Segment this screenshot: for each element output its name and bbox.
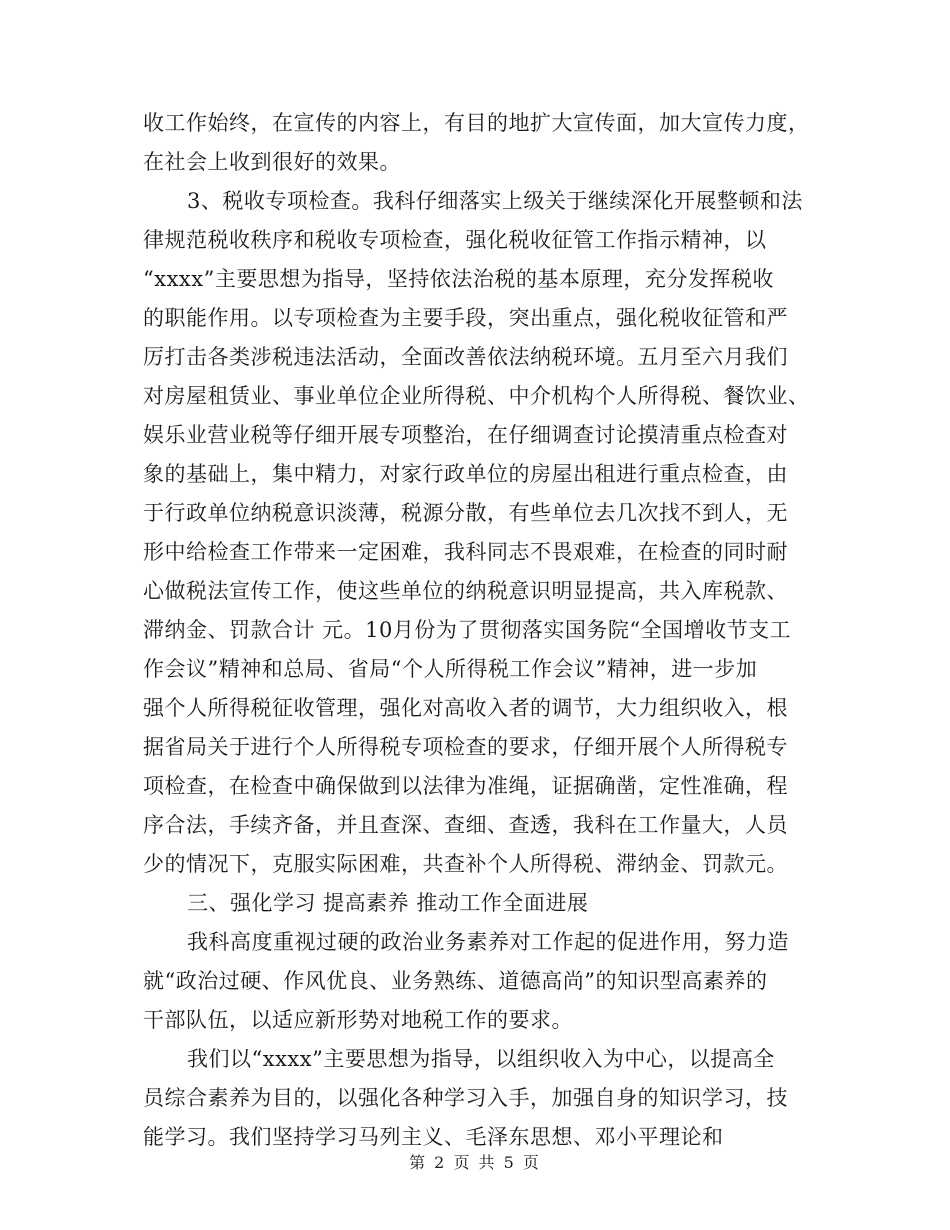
- text-line: 的职能作用。以专项检查为主要手段，突出重点，强化税收征管和严: [143, 306, 788, 330]
- text-line: 收工作始终，在宣传的内容上，有目的地扩大宣传面，加大宣传力度，: [143, 111, 810, 135]
- text-line: 据省局关于进行个人所得税专项检查的要求，仔细开展个人所得税专: [143, 735, 788, 759]
- text-line: 员综合素养为目的，以强化各种学习入手，加强自身的知识学习，技: [143, 1086, 788, 1110]
- text-line: 干部队伍，以适应新形势对地税工作的要求。: [143, 1008, 573, 1032]
- body-text: [143, 104, 813, 1157]
- text-line: 我科高度重视过硬的政治业务素养对工作起的促进作用，努力造: [187, 930, 789, 954]
- text-line: 于行政单位纳税意识淡薄，税源分散，有些单位去几次找不到人，无: [143, 501, 788, 525]
- text-line: 对房屋租赁业、事业单位企业所得税、中介机构个人所得税、餐饮业、: [143, 384, 810, 408]
- text-line: 滞纳金、罚款合计 元。10月份为了贯彻落实国务院“全国增收节支工: [143, 618, 792, 642]
- text-line: 象的基础上，集中精力，对家行政单位的房屋出租进行重点检查，由: [143, 462, 788, 486]
- section-heading: 三、强化学习 提高素养 推动工作全面进展: [187, 891, 589, 915]
- text-line: 3、税收专项检查。我科仔细落实上级关于继续深化开展整顿和法: [187, 189, 803, 213]
- text-line: 序合法，手续齐备，并且查深、查细、查透，我科在工作量大，人员: [143, 813, 788, 837]
- text-line: 我们以“xxxx”主要思想为指导，以组织收入为中心，以提高全: [187, 1047, 775, 1071]
- text-line: 少的情况下，克服实际困难，共查补个人所得税、滞纳金、罚款元。: [143, 852, 788, 876]
- text-line: 作会议”精神和总局、省局“个人所得税工作会议”精神，进一步加: [143, 657, 758, 681]
- text-line: 强个人所得税征收管理，强化对高收入者的调节，大力组织收入，根: [143, 696, 788, 720]
- text-line: 娱乐业营业税等仔细开展专项整治，在仔细调查讨论摸清重点检查对: [143, 423, 788, 447]
- text-line: 律规范税收秩序和税收专项检查，强化税收征管工作指示精神，以: [143, 228, 767, 252]
- text-line: 厉打击各类涉税违法活动，全面改善依法纳税环境。五月至六月我们: [143, 345, 788, 369]
- page-number-footer: 第 2 页 共 5 页: [409, 1153, 541, 1172]
- text-line: 在社会上收到很好的效果。: [143, 150, 401, 174]
- text-line: 项检查，在检查中确保做到以法律为准绳，证据确凿，定性准确，程: [143, 774, 788, 798]
- text-line: 能学习。我们坚持学习马列主义、毛泽东思想、邓小平理论和: [143, 1125, 724, 1149]
- text-line: 形中给检查工作带来一定困难，我科同志不畏艰难，在检查的同时耐: [143, 540, 788, 564]
- text-line: 就“政治过硬、作风优良、业务熟练、道德高尚”的知识型高素养的: [143, 969, 768, 993]
- text-line: “xxxx”主要思想为指导，坚持依法治税的基本原理，充分发挥税收: [143, 267, 774, 291]
- text-line: 心做税法宣传工作，使这些单位的纳税意识明显提高，共入库税款、: [143, 579, 788, 603]
